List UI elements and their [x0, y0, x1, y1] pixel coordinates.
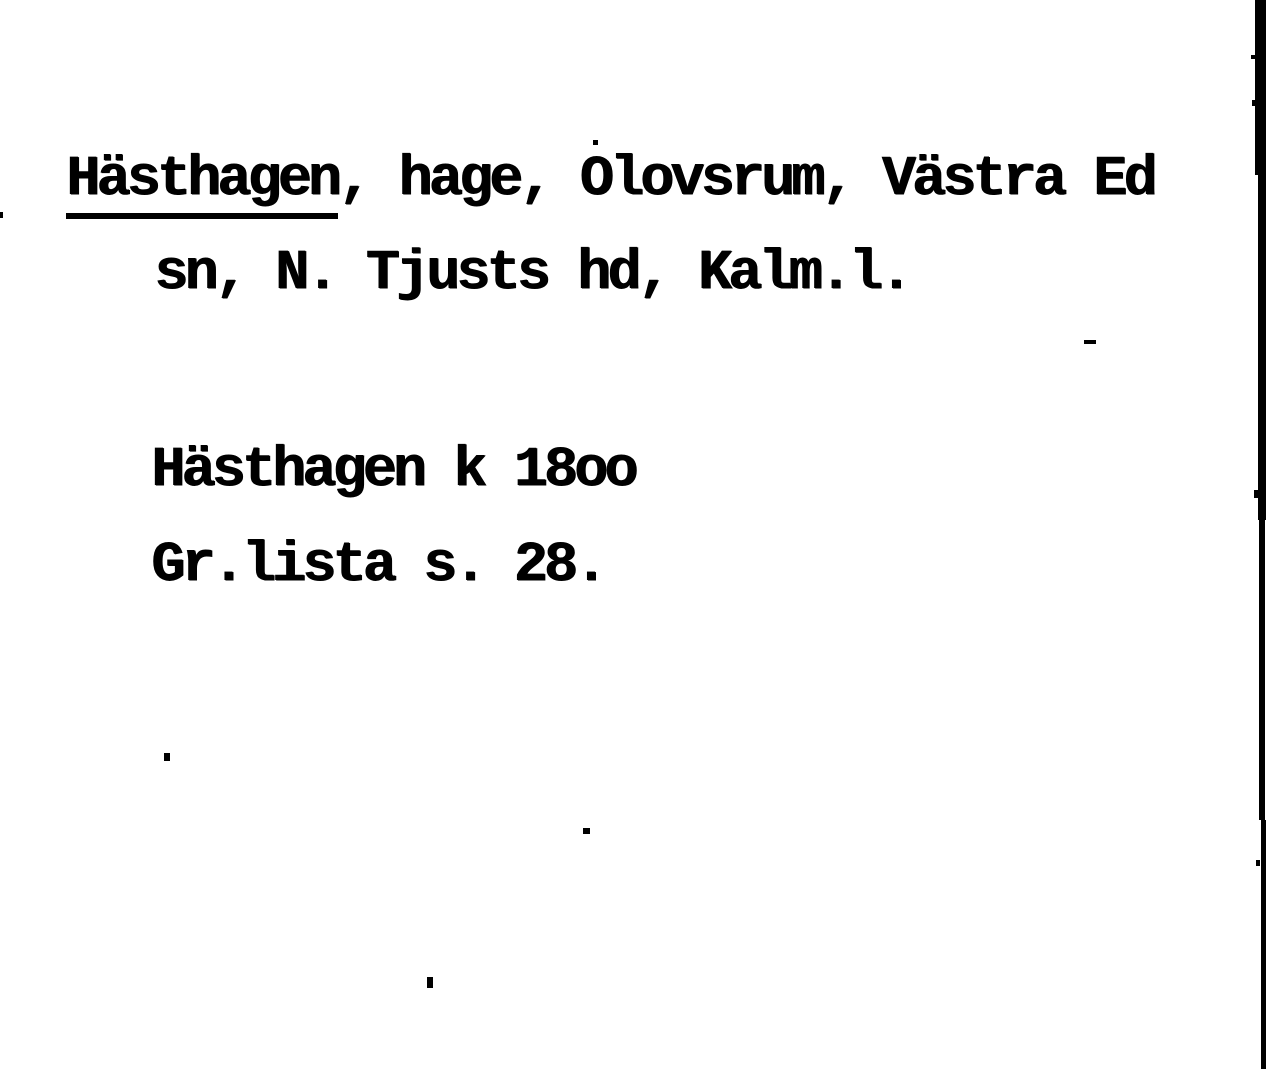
- scan-edge-artifact: [1251, 55, 1255, 59]
- scan-edge-artifact: [1255, 0, 1266, 175]
- headword-line-rest: , hage, Olovsrum, Västra Ed: [337, 148, 1154, 212]
- headword-line: [66, 148, 1154, 212]
- scan-edge-artifact: [1261, 820, 1266, 1069]
- source-reference-line: Hästhagen k 18oo: [151, 439, 635, 503]
- ink-speck: [0, 212, 3, 218]
- scan-edge-artifact: [1259, 520, 1265, 820]
- headword: Hästhagen: [66, 148, 338, 219]
- list-page-reference-line: Gr.lista s. 28.: [151, 534, 605, 598]
- scan-edge-artifact: [1252, 100, 1255, 106]
- ink-speck: [427, 977, 433, 988]
- ink-speck: [1084, 340, 1096, 344]
- scan-edge-artifact: [1256, 860, 1260, 866]
- parish-district-line: sn, N. Tjusts hd, Kalm.l.: [154, 242, 910, 306]
- ink-speck: [164, 753, 170, 761]
- scan-edge-artifact: [1254, 490, 1258, 498]
- scan-edge-artifact: [1258, 175, 1266, 520]
- ink-speck: [583, 828, 590, 834]
- ink-speck: [593, 140, 598, 145]
